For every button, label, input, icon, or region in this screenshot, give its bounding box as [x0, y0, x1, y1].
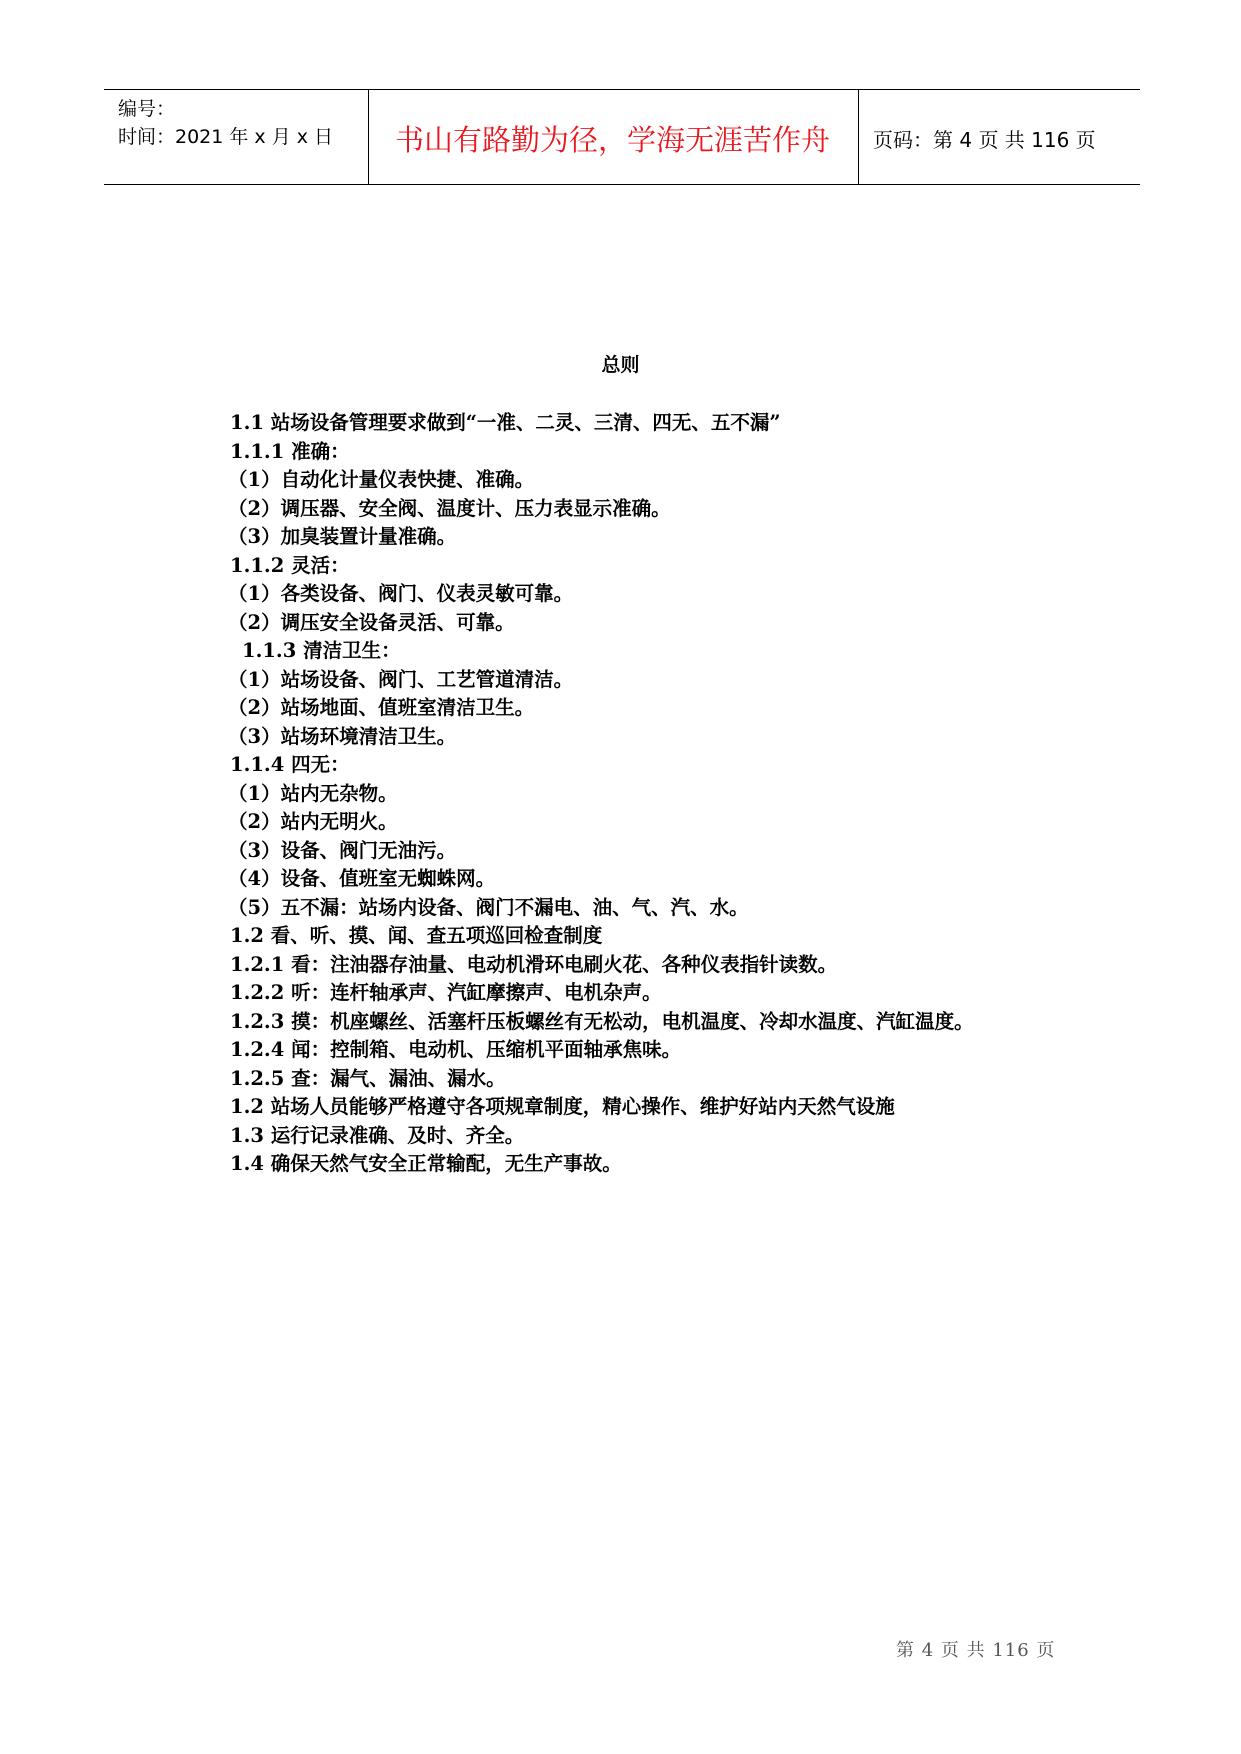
body-line: （2）调压安全设备灵活、可靠。 — [228, 610, 515, 634]
body-line: 1.2 看、听、摸、闻、查五项巡回检查制度 — [230, 924, 603, 947]
header-motto-cell — [369, 90, 859, 184]
body-line: （2）调压器、安全阀、温度计、压力表显示准确。 — [228, 496, 671, 520]
body-line: 1.2.1 看：注油器存油量、电动机滑环电刷火花、各种仪表指针读数。 — [230, 952, 838, 976]
body-line: （3）加臭装置计量准确。 — [228, 525, 457, 548]
document-body — [230, 409, 1110, 1179]
body-line: （2）站场地面、值班室清洁卫生。 — [228, 696, 535, 719]
body-line: 1.2.3 摸：机座螺丝、活塞杆压板螺丝有无松动，电机温度、冷却水温度、汽缸温度。 — [230, 1009, 974, 1033]
body-line: 1.4 确保天然气安全正常输配，无生产事故。 — [230, 1152, 622, 1175]
body-line: 1.1.2 灵活： — [230, 553, 350, 577]
body-line: 1.2.5 查：漏气、漏油、漏水。 — [230, 1066, 506, 1090]
body-line: 1.1 站场设备管理要求做到“一准、二灵、三清、四无、五不漏” — [230, 411, 781, 434]
body-line: 1.2.4 闻：控制箱、电动机、压缩机平面轴承焦味。 — [230, 1038, 682, 1061]
body-line: （3）设备、阀门无油污。 — [228, 838, 457, 862]
body-line: （1）站内无杂物。 — [228, 781, 398, 805]
body-line: 1.2 站场人员能够严格遵守各项规章制度，精心操作、维护好站内天然气设施 — [230, 1095, 895, 1118]
body-line: （1）站场设备、阀门、工艺管道清洁。 — [228, 667, 574, 691]
body-line: （1）各类设备、阀门、仪表灵敏可靠。 — [228, 582, 574, 605]
document-time-label: 时间：2021 年 x 月 x 日 — [118, 126, 334, 148]
body-line: 1.1.3 清洁卫生： — [242, 639, 401, 662]
page-footer: 第 4 页 共 116 页 — [896, 1640, 1056, 1661]
body-line: （5）五不漏：站场内设备、阀门不漏电、油、气、汽、水。 — [228, 895, 749, 919]
body-line: （1）自动化计量仪表快捷、准确。 — [228, 468, 535, 491]
body-line: 1.2.2 听：连杆轴承声、汽缸摩擦声、电机杂声。 — [230, 981, 662, 1004]
header-info-cell — [104, 90, 369, 184]
body-line: （4）设备、值班室无蜘蛛网。 — [228, 867, 496, 890]
header-page-cell — [859, 90, 1140, 184]
header-motto: 书山有路勤为径，学海无涯苦作舟 — [395, 123, 831, 157]
body-line: （2）站内无明火。 — [228, 810, 398, 833]
document-number-label: 编号： — [118, 98, 176, 120]
document-title: 总则 — [601, 354, 640, 376]
header-page-code: 页码：第 4 页 共 116 页 — [873, 128, 1096, 152]
body-line: 1.1.4 四无： — [230, 753, 350, 776]
page-header — [104, 89, 1140, 185]
body-line: 1.3 运行记录准确、及时、齐全。 — [230, 1123, 525, 1147]
body-line: （3）站场环境清洁卫生。 — [228, 724, 457, 748]
body-line: 1.1.1 准确： — [230, 439, 350, 463]
